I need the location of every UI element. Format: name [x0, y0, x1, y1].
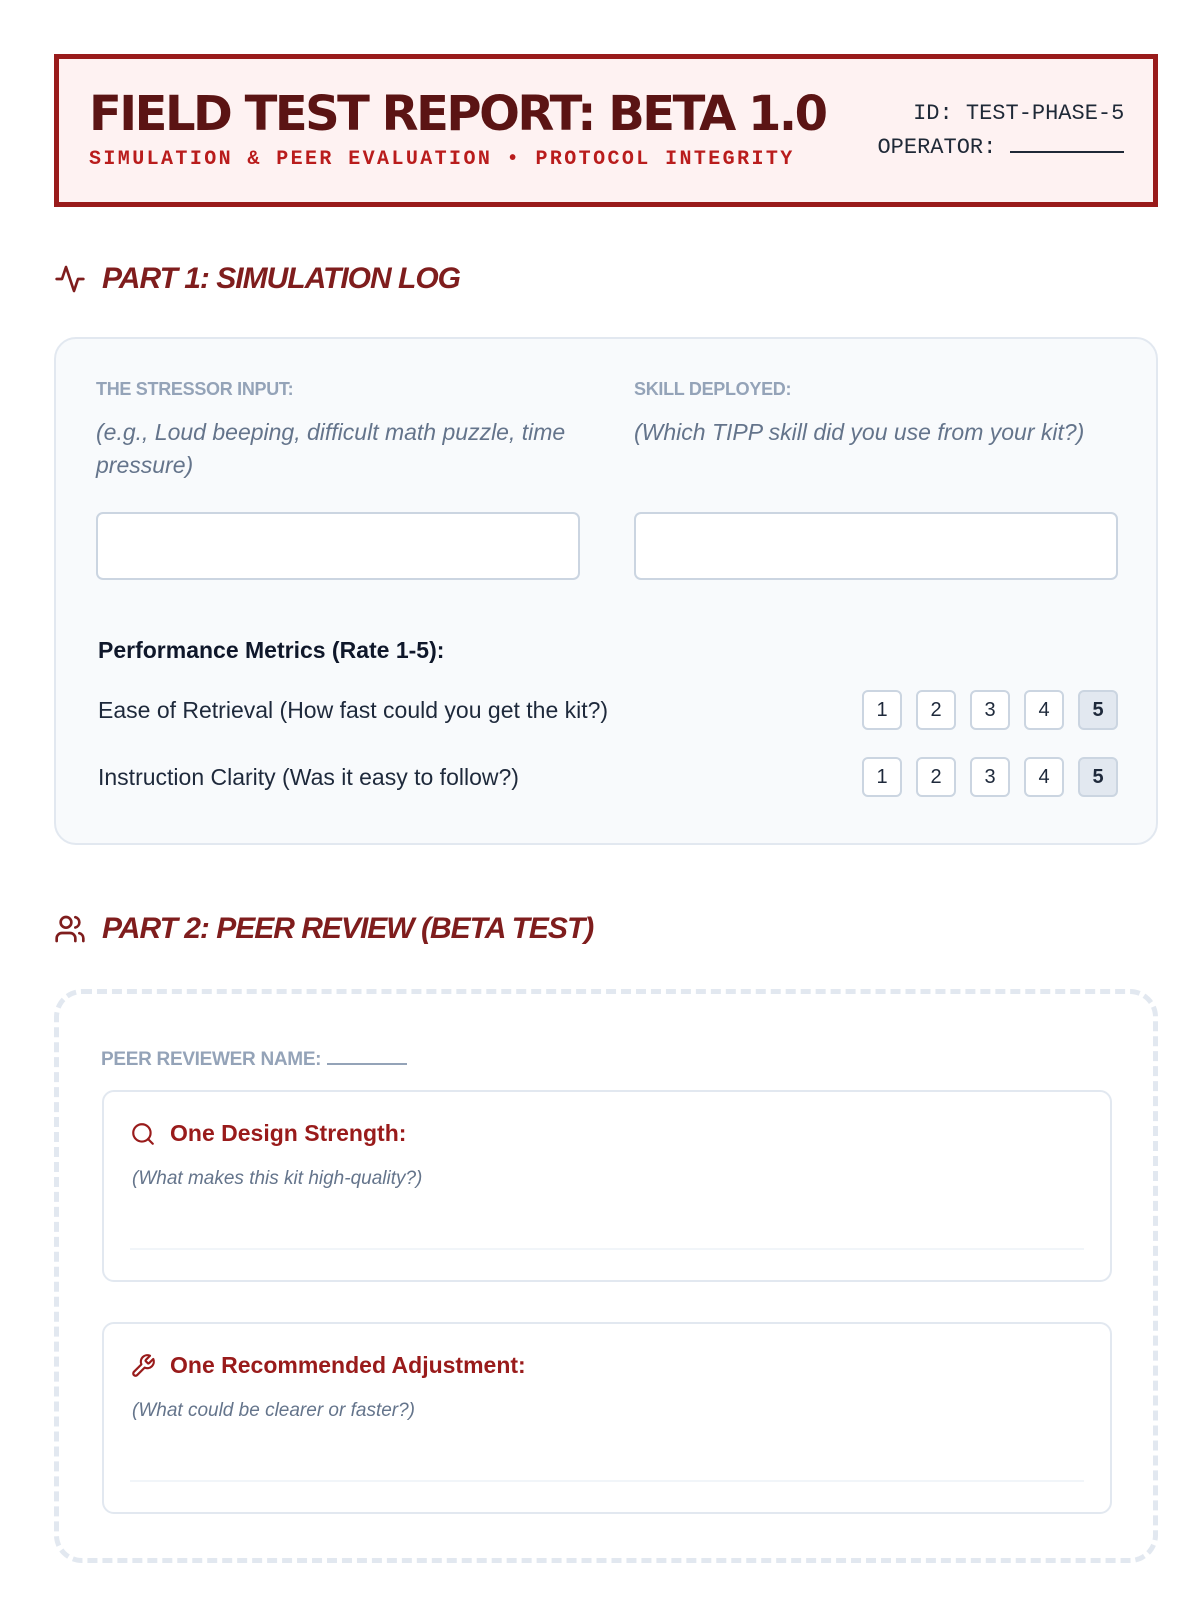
rating-button-2[interactable]: 2: [916, 757, 956, 797]
metric-row-clarity: [98, 757, 1118, 797]
page-subtitle: SIMULATION & PEER EVALUATION • PROTOCOL INTEGRITY: [89, 148, 795, 171]
stressor-input[interactable]: [96, 512, 580, 580]
peer-reviewer-label: PEER REVIEWER NAME:: [101, 1049, 322, 1070]
metric-row-retrieval: [98, 690, 1118, 730]
stressor-label: THE STRESSOR INPUT:: [96, 379, 294, 399]
rating-button-2[interactable]: 2: [916, 690, 956, 730]
rating-scale-clarity: [862, 757, 1118, 797]
wrench-icon: [130, 1353, 156, 1379]
operator-label: OPERATOR:: [877, 134, 997, 160]
simulation-log-card: [54, 337, 1158, 845]
activity-icon: [54, 263, 86, 295]
part1-title: [54, 262, 460, 296]
rating-button-3[interactable]: 3: [970, 690, 1010, 730]
design-strength-hint: (What makes this kit high-quality?): [132, 1168, 423, 1189]
test-id: ID: TEST-PHASE-5: [913, 100, 1125, 126]
rating-button-4[interactable]: 4: [1024, 757, 1064, 797]
writing-line: [130, 1248, 1084, 1250]
design-strength-title: [130, 1120, 406, 1147]
skill-label: SKILL DEPLOYED:: [634, 379, 792, 399]
report-header: [54, 54, 1158, 207]
design-strength-box[interactable]: [102, 1090, 1112, 1282]
peer-reviewer-row: [101, 1049, 407, 1071]
metrics-title: Performance Metrics (Rate 1-5):: [98, 637, 445, 663]
adjustment-box[interactable]: [102, 1322, 1112, 1514]
metric-label: Ease of Retrieval (How fast could you get the kit?): [98, 696, 609, 723]
peer-review-card: [54, 989, 1158, 1563]
page-title: FIELD TEST REPORT: BETA 1.0: [89, 86, 826, 142]
header-meta: [877, 97, 1124, 165]
users-icon: [54, 913, 86, 945]
adjustment-hint: (What could be clearer or faster?): [132, 1400, 416, 1421]
search-icon: [130, 1121, 156, 1147]
adjustment-title: [130, 1352, 526, 1379]
rating-button-4[interactable]: 4: [1024, 690, 1064, 730]
part2-title-text: PART 2: PEER REVIEW (BETA TEST): [102, 912, 594, 945]
rating-button-1[interactable]: 1: [862, 757, 902, 797]
adjustment-title-text: One Recommended Adjustment:: [170, 1352, 526, 1378]
rating-button-5[interactable]: 5: [1078, 757, 1118, 797]
rating-scale-retrieval: [862, 690, 1118, 730]
design-strength-title-text: One Design Strength:: [170, 1120, 407, 1146]
skill-field: [634, 379, 1118, 449]
skill-hint: (Which TIPP skill did you use from your kit?): [634, 419, 1085, 445]
writing-line: [130, 1480, 1084, 1482]
part2-title: [54, 912, 593, 946]
part1-title-text: PART 1: SIMULATION LOG: [102, 262, 460, 295]
rating-button-5[interactable]: 5: [1078, 690, 1118, 730]
operator-row: [877, 131, 1124, 165]
rating-button-3[interactable]: 3: [970, 757, 1010, 797]
stressor-field: [96, 379, 580, 482]
rating-button-1[interactable]: 1: [862, 690, 902, 730]
metric-label: Instruction Clarity (Was it easy to follow?): [98, 763, 519, 790]
peer-reviewer-blank[interactable]: [327, 1049, 407, 1065]
header-title-block: [89, 86, 826, 171]
skill-input[interactable]: [634, 512, 1118, 580]
operator-blank[interactable]: [1010, 135, 1124, 153]
stressor-hint: (e.g., Loud beeping, difficult math puzzle, time pressure): [96, 419, 566, 478]
